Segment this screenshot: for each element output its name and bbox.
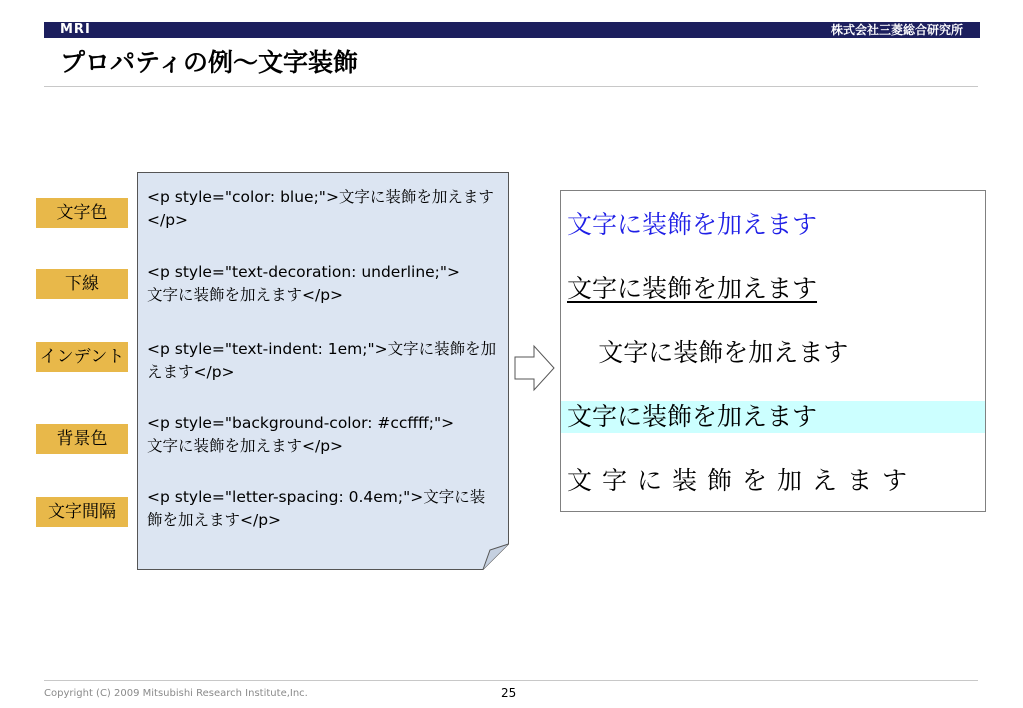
label-underline: 下線: [36, 269, 128, 299]
code-underline: <p style="text-decoration: underline;"> 文字に装飾を加えます</p>: [147, 263, 461, 304]
label-indent: インデント: [36, 342, 128, 372]
company-name: 株式会社三菱総合研究所: [830, 23, 963, 37]
copyright: Copyright (C) 2009 Mitsubishi Research Institute,Inc.: [44, 688, 308, 699]
label-text-color: 文字色: [36, 198, 128, 228]
code-background-color: <p style="background-color: #ccffff;"> 文字に装飾を加えます</p>: [147, 414, 455, 455]
page-number: 25: [501, 686, 517, 700]
sample-indent: 文字に装飾を加えます: [598, 338, 849, 367]
sample-background-color: 文字に装飾を加えます: [561, 401, 985, 433]
code-letter-spacing: <p style="letter-spacing: 0.4em;">文字に装飾を加えます</p>: [147, 488, 486, 529]
sample-text-color: 文字に装飾を加えます: [567, 210, 818, 239]
label-letter-spacing: 文字間隔: [36, 497, 128, 527]
footer-divider: [44, 680, 978, 681]
title-divider: [44, 86, 978, 87]
sample-letter-spacing: 文字に装飾を加えます: [567, 466, 918, 495]
sample-underline: 文字に装飾を加えます: [567, 274, 818, 303]
code-box: [137, 172, 509, 570]
company-logo: MRI: [60, 22, 91, 37]
code-indent: <p style="text-indent: 1em;">文字に装飾を加えます</p>: [147, 340, 497, 381]
label-background-color: 背景色: [36, 424, 128, 454]
preview-panel: [560, 190, 986, 512]
code-text-color: <p style="color: blue;">文字に装飾を加えます</p>: [147, 188, 494, 229]
right-arrow-icon: [514, 344, 556, 392]
page-title: プロパティの例～文字装飾: [60, 48, 359, 77]
